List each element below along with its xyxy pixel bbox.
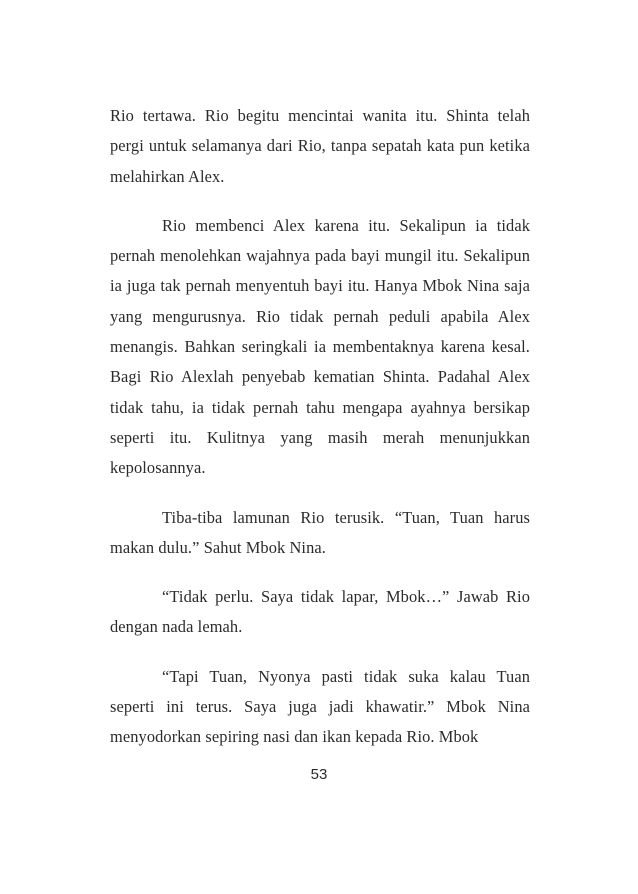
paragraph-4: “Tidak perlu. Saya tidak lapar, Mbok…” Jawab Rio dengan nada lemah. bbox=[110, 587, 530, 637]
paragraph-5: “Tapi Tuan, Nyonya pasti tidak suka kalau Tuan seperti ini terus. Saya juga jadi khawatir.” Mbok Nina menyodorkan sepiring nasi dan ikan kepada Rio. Mbok bbox=[110, 666, 530, 747]
body-text bbox=[110, 101, 530, 772]
paragraph-3: Tiba-tiba lamunan Rio terusik. “Tuan, Tuan harus makan dulu.” Sahut Mbok Nina. bbox=[110, 507, 530, 557]
paragraph-2: Rio membenci Alex karena itu. Sekalipun ia tidak pernah menolehkan wajahnya pada bayi mungil itu. Sekalipun ia juga tak pernah menyentuh bayi itu. Hanya Mbok Nina saja yang mengurusnya. Rio tidak pernah peduli apabila Alex menangis. Bahkan seringkali ia membentaknya karena kesal. Bagi Rio Alexlah penyebab kematian Shinta. Padahal Alex tidak tahu, ia tidak pernah tahu mengapa ayahnya bersikap seperti itu. Kulitnya yang masih merah menunjukkan kepolosannya. bbox=[110, 215, 530, 478]
paragraph-1: Rio tertawa. Rio begitu mencintai wanita itu. Shinta telah pergi untuk selamanya dari Rio, tanpa sepatah kata pun ketika melahirkan Alex. bbox=[110, 106, 530, 186]
page-number: 53 bbox=[310, 766, 328, 783]
